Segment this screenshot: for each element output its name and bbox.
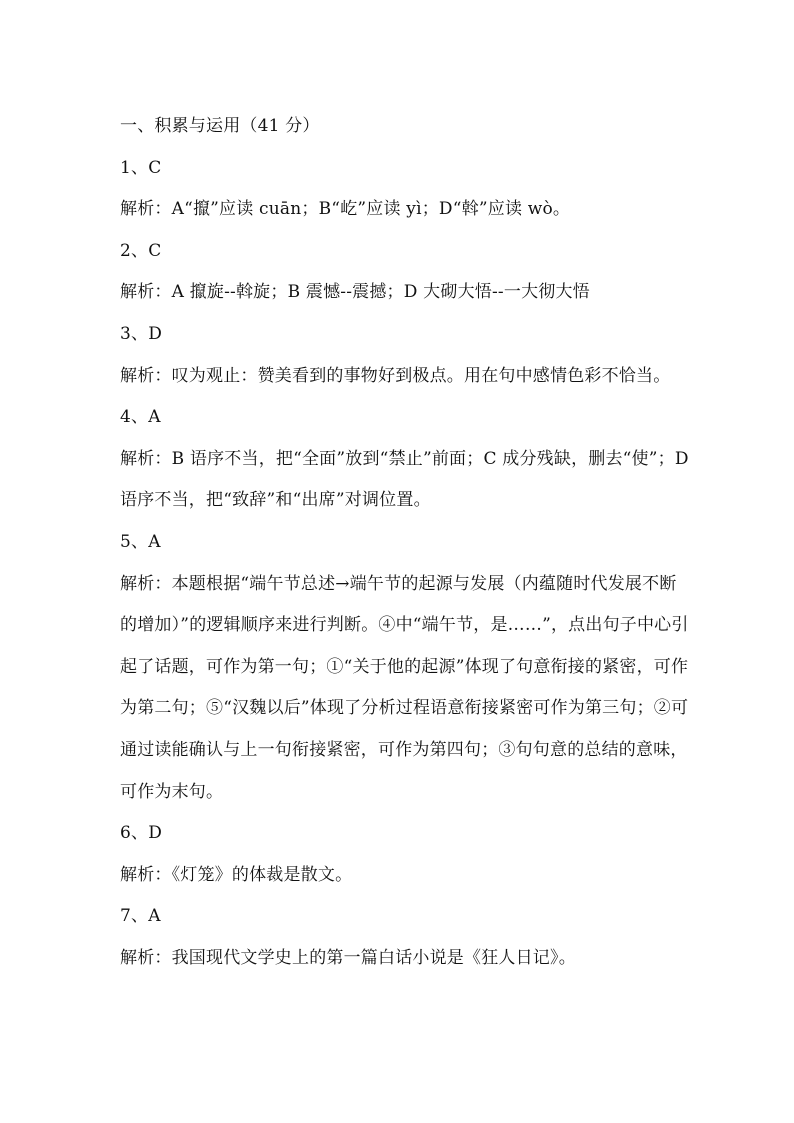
question-3-answer: 3、D — [120, 323, 163, 344]
question-7-answer: 7、A — [120, 906, 161, 927]
question-5-analysis: 解析：本题根据“端午节总述→端午节的起源与发展（内蕴随时代发展不断的增加）”的逻辑顺序来进行判断。④中“端午节，是……”，点出句子中心引起了话题，可作为第一句；①“关于他的起源”体现了句意衔接的紧密，可作为第二句；⑤“汉魏以后”体现了分析过程语意衔接紧密可作为第三句；②可通过读能确认与上一句衔接紧密，可作为第四句；③句句意的总结的意味，可作为末句。 — [120, 573, 689, 802]
question-6-analysis: 解析：《灯笼》的体裁是散文。 — [120, 864, 353, 885]
question-2-analysis: 解析：A 攛旋--斡旋；B 震憾--震撼；D 大砌大悟--一大彻大悟 — [120, 282, 590, 303]
question-7-analysis: 解析：我国现代文学史上的第一篇白话小说是《狂人日记》。 — [120, 947, 576, 968]
answer-key-content — [120, 106, 690, 979]
question-3-analysis: 解析：叹为观止：赞美看到的事物好到极点。用在句中感情色彩不恰当。 — [120, 365, 671, 386]
question-5-answer: 5、A — [120, 531, 161, 552]
question-4-answer: 4、A — [120, 407, 161, 428]
question-6-answer: 6、D — [120, 823, 163, 844]
section-title: 一、积累与运用（41 分） — [120, 116, 320, 136]
question-4-analysis: 解析：B 语序不当，把“全面”放到“禁止”前面；C 成分残缺，删去“使”；D 语序不当，把“致辞”和“出席”对调位置。 — [120, 448, 689, 511]
question-2-answer: 2、C — [120, 240, 162, 261]
question-1-answer: 1、C — [120, 157, 162, 178]
question-1-analysis: 解析：A“攛”应读 cuān；B“屹”应读 yì；D“斡”应读 wò。 — [120, 199, 571, 220]
